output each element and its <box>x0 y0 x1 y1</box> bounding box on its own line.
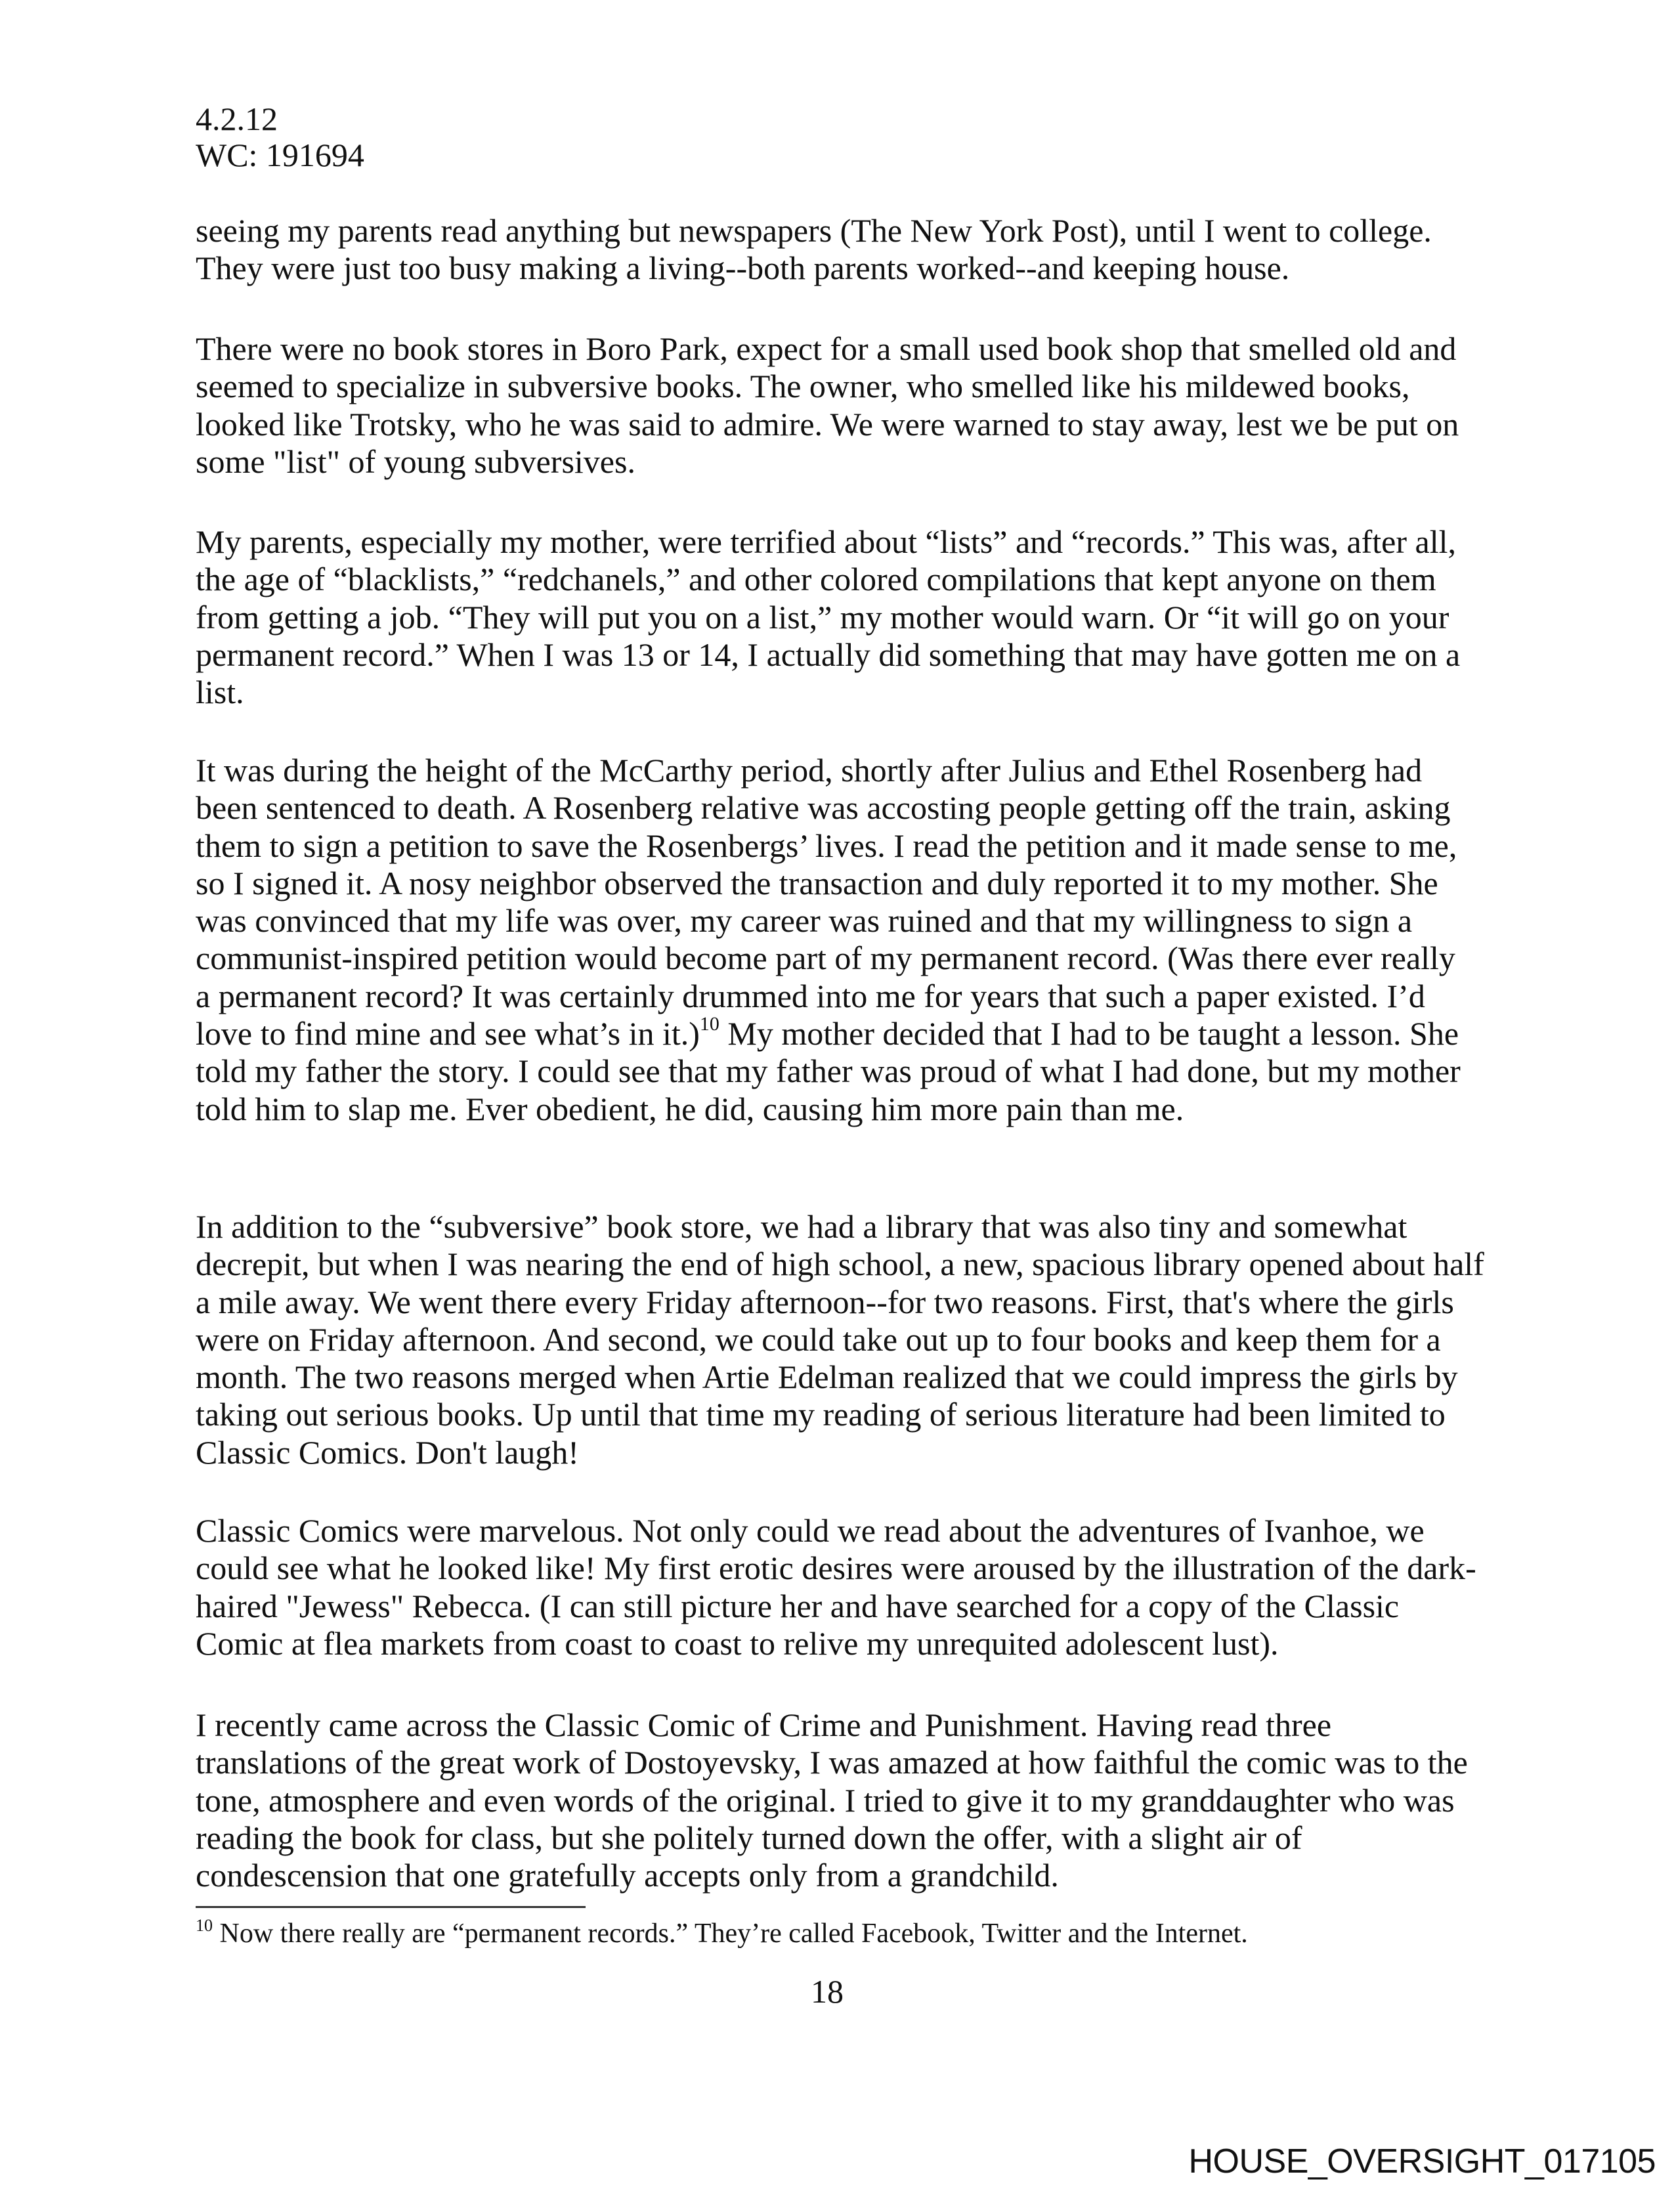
text-line: a permanent record? It was certainly drummed into me for years that such a paper existed. I’d <box>196 977 1425 1014</box>
paragraph <box>196 1706 1482 1894</box>
text-line: them to sign a petition to save the Rosenbergs’ lives. I read the petition and it made sense to me, <box>196 827 1457 864</box>
page-number: 18 <box>811 1973 844 2010</box>
text-line: Classic Comics were marvelous. Not only could we read about the adventures of Ivanhoe, we <box>196 1512 1425 1549</box>
text-line: There were no book stores in Boro Park, expect for a small used book shop that smelled old and <box>196 330 1457 367</box>
footnote-marker: 10 <box>196 1916 213 1935</box>
text-line: decrepit, but when I was nearing the end of high school, a new, spacious library opened about half <box>196 1246 1484 1283</box>
text-line: permanent record.” When I was 13 or 14, I actually did something that may have gotten me on a <box>196 636 1461 673</box>
text-line: Comic at flea markets from coast to coast to relive my unrequited adolescent lust). <box>196 1624 1279 1662</box>
footnote-reference: 10 <box>699 1013 719 1035</box>
text-line: reading the book for class, but she politely turned down the offer, with a slight air of <box>196 1819 1302 1856</box>
footnote-text: Now there really are “permanent records.” They’re called Facebook, Twitter and the Internet. <box>213 1919 1248 1949</box>
paragraph <box>196 1208 1482 1471</box>
text-line: so I signed it. A nosy neighbor observed the transaction and duly reported it to my mother. She <box>196 864 1438 901</box>
paragraph <box>196 752 1482 1128</box>
text-segment: love to find mine and see what’s in it.) <box>196 1015 700 1052</box>
text-line: It was during the height of the McCarthy period, shortly after Julius and Ethel Rosenberg had <box>196 752 1423 789</box>
text-line: told my father the story. I could see that my father was proud of what I had done, but my mother <box>196 1052 1461 1090</box>
text-line: from getting a job. “They will put you on a list,” my mother would warn. Or “it will go on your <box>196 598 1449 636</box>
text-segment: My mother decided that I had to be taught a lesson. She <box>719 1015 1459 1052</box>
text-line: seeing my parents read anything but newspapers (The New York Post), until I went to college. <box>196 212 1432 249</box>
paragraph <box>196 1512 1482 1662</box>
paragraph <box>196 330 1482 481</box>
text-line <box>196 1015 1482 1052</box>
document-date: 4.2.12 <box>196 100 278 137</box>
text-line: told him to slap me. Ever obedient, he did, causing him more pain than me. <box>196 1090 1184 1127</box>
text-line: tone, atmosphere and even words of the original. I tried to give it to my granddaughter who was <box>196 1781 1455 1819</box>
text-line: were on Friday afternoon. And second, we could take out up to four books and keep them for a <box>196 1320 1441 1358</box>
text-line: looked like Trotsky, who he was said to admire. We were warned to stay away, lest we be put on <box>196 405 1459 443</box>
text-line: Classic Comics. Don't laugh! <box>196 1433 579 1471</box>
text-line: seemed to specialize in subversive books. The owner, who smelled like his mildewed books, <box>196 368 1410 405</box>
paragraph <box>196 212 1482 288</box>
text-line: taking out serious books. Up until that time my reading of serious literature had been limited to <box>196 1396 1446 1433</box>
text-line: I recently came across the Classic Comic of Crime and Punishment. Having read three <box>196 1706 1332 1743</box>
text-line: They were just too busy making a living--both parents worked--and keeping house. <box>196 249 1290 287</box>
text-line: communist-inspired petition would become part of my permanent record. (Was there ever really <box>196 940 1455 977</box>
bates-number: HOUSE_OVERSIGHT_017105 <box>1188 2142 1656 2180</box>
text-line: was convinced that my life was over, my career was ruined and that my willingness to sign a <box>196 902 1413 940</box>
text-line: some "list" of young subversives. <box>196 443 635 480</box>
text-line: month. The two reasons merged when Artie Edelman realized that we could impress the girls by <box>196 1358 1458 1396</box>
paragraph <box>196 523 1482 711</box>
text-line: condescension that one gratefully accepts only from a grandchild. <box>196 1857 1059 1894</box>
text-line: the age of “blacklists,” “redchanels,” and other colored compilations that kept anyone on them <box>196 561 1436 598</box>
footnote <box>196 1917 1248 1950</box>
text-line: In addition to the “subversive” book store, we had a library that was also tiny and somewhat <box>196 1208 1407 1245</box>
text-line: could see what he looked like! My first erotic desires were aroused by the illustration of the dark- <box>196 1550 1476 1587</box>
footnote-separator <box>196 1906 586 1908</box>
text-line: My parents, especially my mother, were terrified about “lists” and “records.” This was, after all, <box>196 523 1456 560</box>
text-line: a mile away. We went there every Friday afternoon--for two reasons. First, that's where the girls <box>196 1283 1454 1320</box>
text-line: haired "Jewess" Rebecca. (I can still picture her and have searched for a copy of the Classic <box>196 1587 1400 1624</box>
text-line: list. <box>196 674 244 711</box>
text-line: translations of the great work of Dostoyevsky, I was amazed at how faithful the comic was to the <box>196 1744 1468 1781</box>
word-count: WC: 191694 <box>196 137 364 173</box>
text-line: been sentenced to death. A Rosenberg relative was accosting people getting off the train, asking <box>196 789 1451 827</box>
